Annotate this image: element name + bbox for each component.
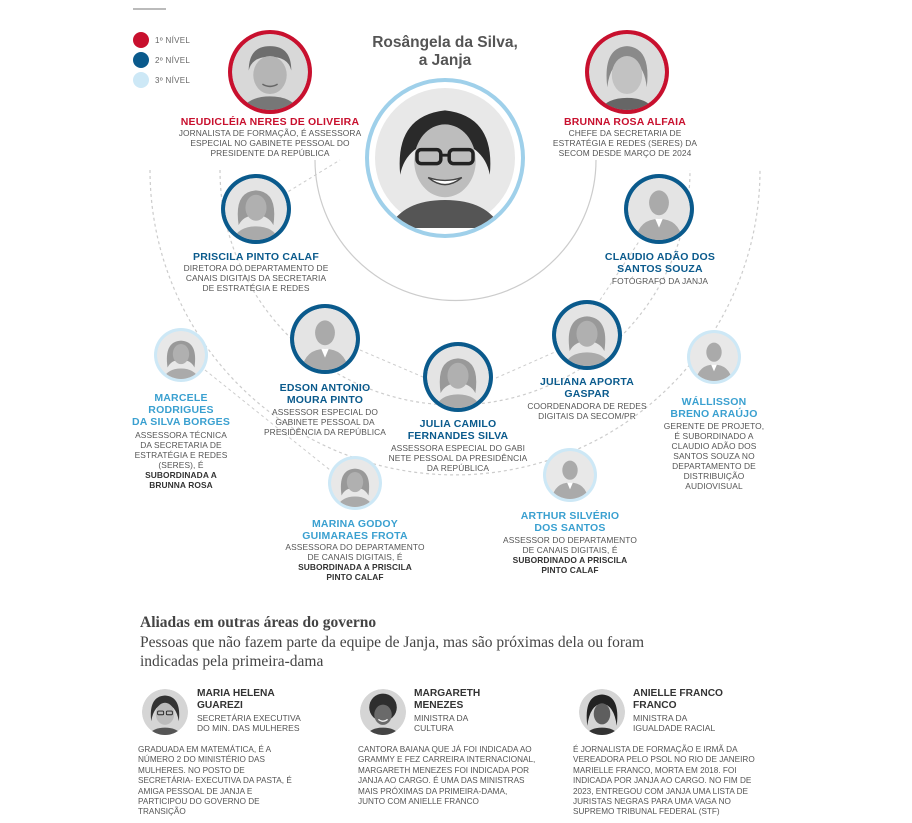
avatar-edson <box>290 304 360 374</box>
ally-role: MINISTRA DA CULTURA <box>414 713 469 733</box>
center-title-line1: Rosângela da Silva, <box>372 34 518 51</box>
connector <box>496 352 555 378</box>
avatar-neudicleia <box>228 30 312 114</box>
male-silhouette-icon <box>628 178 690 240</box>
legend-item-level1 <box>133 32 190 48</box>
person-description: GERENTE DE PROJETO, É SUBORDINADO A CLAUDIO ADÃO DOS SANTOS SOUZA NO DEPARTAMENTO DE DISTRIBUIÇÃO AUDIOVISUAL <box>663 421 765 491</box>
avatar-marcele <box>154 328 208 382</box>
person-description: ASSESSORA TÉCNICA DA SECRETARIA DE ESTRATÉGIA E REDES (SERES), É SUBORDINADA A BRUNNA ROSA <box>134 430 228 490</box>
person-description: FOTÓGRAFO DA JANJA <box>611 276 709 286</box>
allies-section-subtitle: Pessoas que não fazem parte da equipe de Janja, mas são próximas dela ou foram indicadas pela primeira-dama <box>140 634 645 670</box>
avatar-marina <box>328 456 382 510</box>
female-silhouette-icon <box>331 459 379 507</box>
center-title-line2: a Janja <box>418 52 472 69</box>
female-silhouette-icon <box>157 331 205 379</box>
portrait-janja-icon <box>375 88 515 228</box>
connector <box>360 350 430 380</box>
person-name: ARTHUR SILVÉRIO DOS SANTOS <box>520 510 620 534</box>
avatar-juliana <box>552 300 622 370</box>
person-name: JULIANA APORTA GASPAR <box>540 376 634 400</box>
ally-name: MARGARETH MENEZES <box>414 688 481 711</box>
avatar-claudio <box>624 174 694 244</box>
portrait-photo-icon <box>142 689 188 735</box>
avatar-wallisson <box>687 330 741 384</box>
legend-item-level3 <box>133 72 190 88</box>
person-description: ASSESSORA DO DEPARTAMENTO DE CANAIS DIGITAIS, É SUBORDINADA A PRISCILA PINTO CALAF <box>285 542 425 582</box>
male-silhouette-icon <box>294 308 356 370</box>
person-name: MARINA GODOY GUIMARAES FROTA <box>302 518 408 542</box>
person-name: CLAUDIO ADÃO DOS SANTOS SOUZA <box>604 251 716 275</box>
male-silhouette-icon <box>546 451 594 499</box>
person-name: MARCELE RODRIGUES DA SILVA BORGES <box>131 392 231 428</box>
person-name: EDSON ANTONIO MOURA PINTO <box>279 382 371 406</box>
legend-label: 3º NÍVEL <box>155 75 191 85</box>
avatar-julia <box>423 342 493 412</box>
person-description: COORDENADORA DE REDES DIGITAIS DA SECOM/PR <box>527 401 647 421</box>
portrait-photo-icon <box>360 689 406 735</box>
ally-role: SECRETÁRIA EXECUTIVA DO MIN. DAS MULHERES <box>197 713 301 733</box>
ally-description: CANTORA BAIANA QUE JÁ FOI INDICADA AO GRAMMY E FEZ CARREIRA INTERNACIONAL, MARGARETH MENEZES FOI INDICADA POR JANJA AO CARGO. É UMA DAS MINISTRAS MAIS PRÓXIMAS DA PRIMEIRA-DAMA, JUNTO COM ANIELLE FRANCO <box>358 745 536 807</box>
person-description: CHEFE DA SECRETARIA DE ESTRATÉGIA E REDES (SERES) DA SECOM DESDE MARÇO DE 2024 <box>552 128 698 158</box>
person-name: NEUDICLÉIA NERES DE OLIVEIRA <box>180 116 360 128</box>
top-rule <box>133 8 166 10</box>
person-name: BRUNNA ROSA ALFAIA <box>563 116 686 128</box>
legend-item-level2 <box>133 52 190 68</box>
avatar-brunna <box>585 30 669 114</box>
ally-name: MARIA HELENA GUAREZI <box>197 688 275 711</box>
center-photo <box>365 78 525 238</box>
female-silhouette-icon <box>556 304 618 366</box>
level3-swatch <box>133 72 149 88</box>
ally-role: MINISTRA DA IGUALDADE RACIAL <box>633 713 716 733</box>
avatar-arthur <box>543 448 597 502</box>
ally-photo-margareth <box>360 689 406 735</box>
portrait-photo-icon <box>579 689 625 735</box>
ally-description: GRADUADA EM MATEMÁTICA, É A NÚMERO 2 DO MINISTÉRIO DAS MULHERES. NO POSTO DE SECRETÁRIA- EXECUTIVA DA PASTA, É AMIGA PESSOAL DE JANJA E PARTICIPOU DO GOVERNO DE TRANSIÇÃO <box>138 745 292 817</box>
ally-photo-anielle <box>579 689 625 735</box>
female-silhouette-icon <box>225 178 287 240</box>
person-description: ASSESSOR DO DEPARTAMENTO DE CANAIS DIGITAIS, É SUBORDINADO A PRISCILA PINTO CALAF <box>503 535 637 575</box>
person-description: ASSESSOR ESPECIAL DO GABINETE PESSOAL DA PRESIDÊNCIA DA REPÚBLICA <box>263 407 386 437</box>
person-name: JULIA CAMILO FERNANDES SILVA <box>407 418 509 442</box>
level2-swatch <box>133 52 149 68</box>
portrait-photo-icon <box>589 34 665 110</box>
avatar-priscila <box>221 174 291 244</box>
ally-name: ANIELLE FRANCO FRANCO <box>633 688 723 711</box>
center-title <box>360 34 530 70</box>
allies-section-title: Aliadas em outras áreas do governo <box>140 614 377 631</box>
female-silhouette-icon <box>427 346 489 408</box>
person-description: ASSESSORA ESPECIAL DO GABI NETE PESSOAL DA PRESIDÊNCIA DA REPÚBLICA <box>388 443 528 473</box>
person-description: DIRETORA DO DEPARTAMENTO DE CANAIS DIGITAIS DA SECRETARIA DE ESTRATÉGIA E REDES <box>183 263 329 293</box>
ally-description: É JORNALISTA DE FORMAÇÃO E IRMÃ DA VEREADORA PELO PSOL NO RIO DE JANEIRO MARIELLE FRANCO, MORTA EM 2018. FOI INDICADA POR JANJA AO CARGO. NO FIM DE 2023, ENTREGOU COM JANJA UMA LISTA DE JURISTAS NEGRAS PARA UMA VAGA NO SUPREMO TRIBUNAL FEDERAL (STF) <box>573 745 755 817</box>
person-name: PRISCILA PINTO CALAF <box>193 251 319 263</box>
portrait-photo-icon <box>232 34 308 110</box>
person-description: JORNALISTA DE FORMAÇÃO, É ASSESSORA ESPECIAL NO GABINETE PESSOAL DO PRESIDENTE DA REPÚBLICA <box>178 128 362 158</box>
male-silhouette-icon <box>690 333 738 381</box>
ally-photo-maria-helena <box>142 689 188 735</box>
legend-label: 1º NÍVEL <box>155 35 191 45</box>
legend-label: 2º NÍVEL <box>155 55 191 65</box>
person-name: WÁLLISSON BRENO ARAÚJO <box>670 396 758 420</box>
level1-swatch <box>133 32 149 48</box>
